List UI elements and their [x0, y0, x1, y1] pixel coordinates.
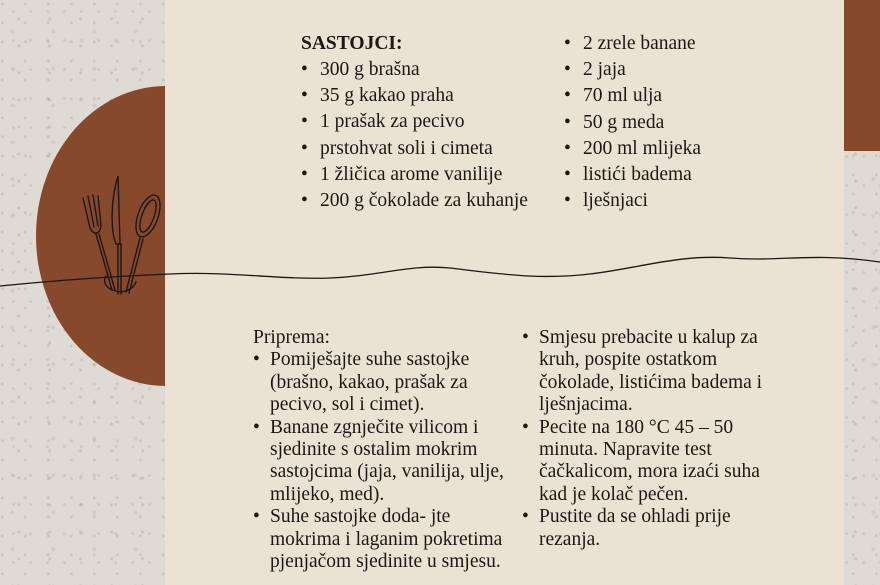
- preparation-right-column: [522, 327, 784, 551]
- ingredient-item: • 50 g meda: [563, 110, 813, 136]
- ingredient-item: • lješnjaci: [563, 188, 813, 214]
- ingredient-item: • 300 g brašna: [300, 57, 570, 83]
- preparation-left-column: [253, 327, 515, 573]
- ingredient-item: • 200 ml mlijeka: [563, 136, 813, 162]
- ingredients-left-list: [300, 57, 570, 214]
- ingredient-item: • 35 g kakao praha: [300, 83, 570, 109]
- preparation-title: Priprema:: [253, 327, 330, 348]
- preparation-step: • Pustite da se ohladi prije rezanja.: [522, 506, 784, 551]
- ingredient-item: • 1 prašak za pecivo: [300, 109, 570, 135]
- preparation-step: • Banane zgnječite vilicom i sjedinite s ostalim mokrim sastojcima (jaja, vanilija, ulje, mlijeko, med).: [253, 417, 515, 507]
- ingredient-item: • prstohvat soli i cimeta: [300, 136, 570, 162]
- ingredient-item: • 70 ml ulja: [563, 83, 813, 109]
- ingredient-item: • listići badema: [563, 162, 813, 188]
- ingredient-item: • 2 zrele banane: [563, 31, 813, 57]
- preparation-step: • Pecite na 180 °C 45 – 50 minuta. Napravite test čačkalicom, mora izaći suha kad je kolač pečen.: [522, 417, 784, 507]
- ingredients-heading: SASTOJCI:: [301, 33, 403, 54]
- cutlery-icon: [78, 172, 166, 300]
- ingredient-item: • 2 jaja: [563, 57, 813, 83]
- ingredient-item: • 200 g čokolade za kuhanje: [300, 188, 570, 214]
- ingredients-right-list: [563, 31, 813, 214]
- preparation-step: • Suhe sastojke doda- jte mokrima i laganim pokretima pjenjačom sjedinite u smjesu.: [253, 506, 515, 573]
- preparation-step: • Pomiješajte suhe sastojke (brašno, kakao, prašak za pecivo, sol i cimet).: [253, 349, 515, 416]
- preparation-step: • Smjesu prebacite u kalup za kruh, pospite ostatkom čokolade, listićima badema i lješnjacima.: [522, 327, 784, 417]
- ingredient-item: • 1 žličica arome vanilije: [300, 162, 570, 188]
- brown-corner-tab: [844, 0, 880, 151]
